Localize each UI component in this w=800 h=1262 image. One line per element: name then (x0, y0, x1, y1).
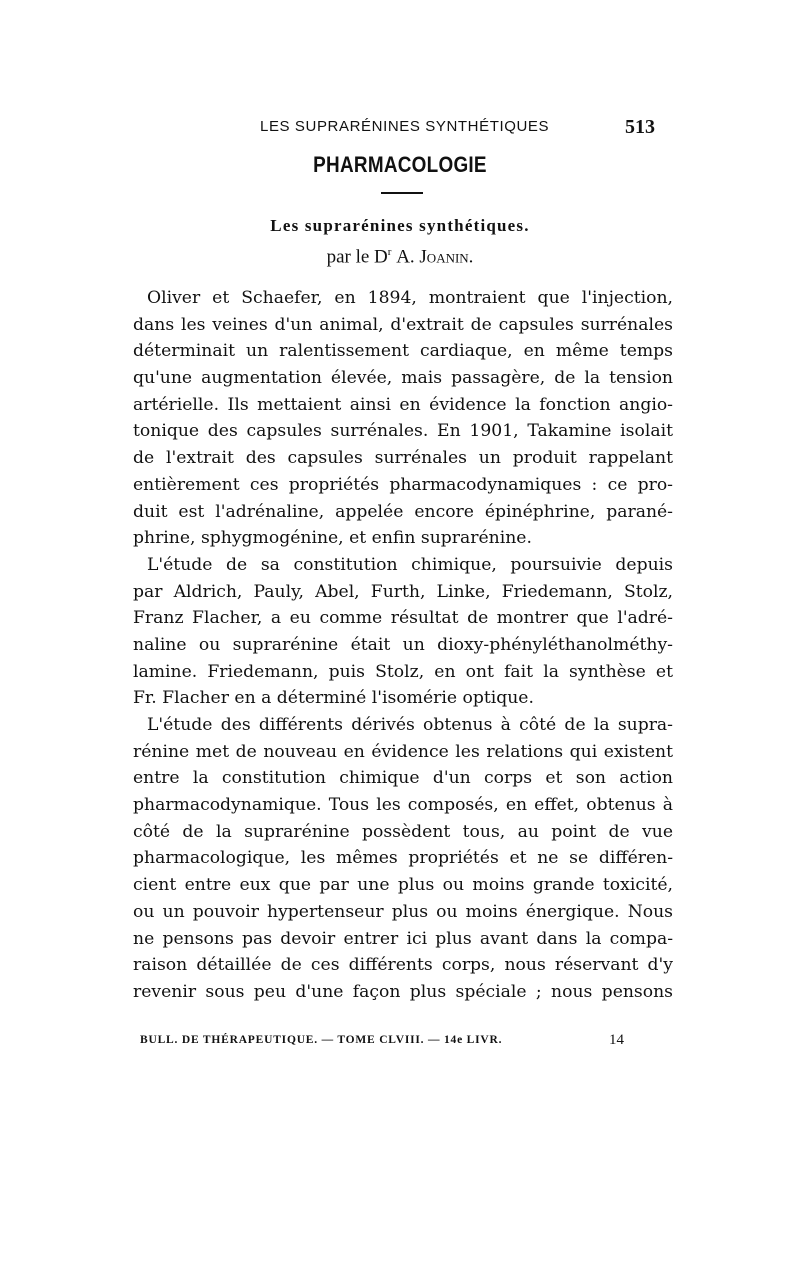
body-line: Franz Flacher, a eu comme résultat de montrer que l'adré- (133, 608, 673, 629)
page-number: 513 (625, 116, 655, 138)
body-line: pharmacodynamique. Tous les composés, en effet, obtenus à (133, 795, 673, 816)
body-line: qu'une augmentation élevée, mais passagère, de la tension (133, 368, 673, 389)
body-line: lamine. Friedemann, puis Stolz, en ont fait la synthèse et (133, 661, 673, 682)
body-line: cient entre eux que par une plus ou moins grande toxicité, (133, 875, 673, 896)
author-prefix: par le D (326, 246, 388, 268)
body-line: Fr. Flacher en a déterminé l'isomérie optique. (133, 688, 534, 709)
body-line: rénine met de nouveau en évidence les relations qui existent (133, 741, 673, 762)
page-footer (140, 1034, 640, 1054)
body-line: entièrement ces propriétés pharmacodynamiques : ce pro- (133, 474, 673, 495)
body-line: déterminait un ralentissement cardiaque, en même temps (133, 341, 673, 362)
body-line: L'étude des différents dérivés obtenus à côté de la supra- (147, 715, 673, 735)
author-name: A. Joanin. (396, 246, 474, 268)
body-line: raison détaillée de ces différents corps, nous réservant d'y (133, 955, 673, 976)
body-line: de l'extrait des capsules surrénales un produit rappelant (133, 448, 673, 469)
heading-rule (381, 192, 423, 194)
body-line: Oliver et Schaefer, en 1894, montraient que l'injection, (147, 288, 673, 308)
body-line: artérielle. Ils mettaient ainsi en évidence la fonction angio- (133, 394, 673, 415)
footer-sheet-number: 14 (609, 1032, 624, 1048)
body-line: ou un pouvoir hypertenseur plus ou moins énergique. Nous (133, 901, 673, 922)
running-title: LES SUPRARÉNINES SYNTHÉTIQUES (260, 118, 550, 135)
body-line: côté de la suprarénine possèdent tous, au point de vue (133, 821, 673, 842)
running-header (150, 118, 655, 140)
author-title-sup: r (387, 246, 392, 258)
body-line: entre la constitution chimique d'un corps et son action (133, 768, 673, 789)
body-line: phrine, sphygmogénine, et enfin suprarénine. (133, 528, 532, 549)
body-line: par Aldrich, Pauly, Abel, Furth, Linke, Friedemann, Stolz, (133, 581, 673, 602)
body-line: duit est l'adrénaline, appelée encore épinéphrine, parané- (133, 501, 673, 522)
author-line (0, 246, 800, 268)
body-line: revenir sous peu d'une façon plus spéciale ; nous pensons (133, 981, 673, 1002)
article-title: Les suprarénines synthétiques. (270, 216, 530, 235)
body-line: ne pensons pas devoir entrer ici plus avant dans la compa- (133, 928, 673, 949)
body-line: tonique des capsules surrénales. En 1901, Takamine isolait (133, 421, 673, 442)
body-line: dans les veines d'un animal, d'extrait de capsules surrénales (133, 314, 673, 335)
footer-signature: BULL. DE THÉRAPEUTIQUE. — TOME CLVIII. — 14e LIVR. (140, 1034, 503, 1046)
section-heading: PHARMACOLOGIE (313, 152, 487, 177)
article-body (133, 285, 673, 1006)
body-line: pharmacologique, les mêmes propriétés et ne se différen- (133, 848, 673, 869)
body-line: naline ou suprarénine était un dioxy-phényléthanolméthy- (133, 634, 673, 655)
body-line: L'étude de sa constitution chimique, poursuivie depuis (147, 554, 673, 575)
